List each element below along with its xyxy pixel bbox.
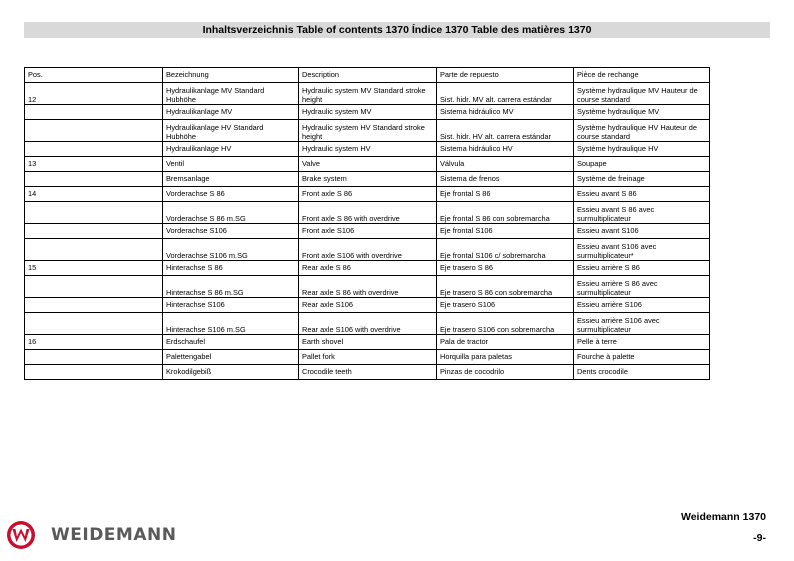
pos-cell (25, 313, 163, 335)
pos-cell (25, 224, 163, 239)
rechange-cell: Fourche à palette (574, 350, 710, 365)
table-row (25, 239, 710, 261)
bezeichnung-cell: Hydraulikanlage MV (163, 105, 299, 120)
rechange-cell: Système hydraulique HV (574, 142, 710, 157)
repuesto-cell: Pinzas de cocodrilo (437, 365, 574, 380)
bezeichnung-cell: Hydraulikanlage HV (163, 142, 299, 157)
table-row (25, 313, 710, 335)
header-piece-de-rechange: Pièce de rechange (574, 68, 710, 83)
weidemann-w-icon (6, 520, 36, 550)
pos-cell (25, 202, 163, 224)
pos-cell (25, 365, 163, 380)
rechange-cell: Système de freinage (574, 172, 710, 187)
brand-name: WEIDEMANN (51, 525, 177, 545)
bezeichnung-cell: Vorderachse S106 (163, 224, 299, 239)
repuesto-cell: Pala de tractor (437, 335, 574, 350)
description-cell: Front axle S 86 with overdrive (299, 202, 437, 224)
header-description: Description (299, 68, 437, 83)
bezeichnung-cell: Vorderachse S 86 (163, 187, 299, 202)
bezeichnung-cell: Hinterachse S 86 (163, 261, 299, 276)
description-cell: Hydraulic system MV (299, 105, 437, 120)
table-row (25, 261, 710, 276)
bezeichnung-cell: Hydraulikanlage MV Standard Hubhöhe (163, 83, 299, 105)
table-row (25, 142, 710, 157)
table-row (25, 120, 710, 142)
repuesto-cell: Eje frontal S106 (437, 224, 574, 239)
repuesto-cell: Eje frontal S 86 con sobremarcha (437, 202, 574, 224)
rechange-cell: Essieu arrière S 86 avec surmultiplicateur (574, 276, 710, 298)
repuesto-cell: Sistema hidráulico MV (437, 105, 574, 120)
table-row (25, 350, 710, 365)
pos-cell (25, 105, 163, 120)
repuesto-cell: Horquilla para paletas (437, 350, 574, 365)
repuesto-cell: Eje trasero S 86 (437, 261, 574, 276)
table-row (25, 157, 710, 172)
repuesto-cell: Sist. hidr. MV alt. carrera estándar (437, 83, 574, 105)
pos-cell: 14 (25, 187, 163, 202)
rechange-cell: Pelle à terre (574, 335, 710, 350)
pos-cell (25, 276, 163, 298)
description-cell: Front axle S106 (299, 224, 437, 239)
table-row (25, 298, 710, 313)
repuesto-cell: Eje trasero S106 (437, 298, 574, 313)
pos-cell (25, 172, 163, 187)
table-row (25, 365, 710, 380)
bezeichnung-cell: Hydraulikanlage HV Standard Hubhöhe (163, 120, 299, 142)
weidemann-logo (6, 519, 176, 551)
bezeichnung-cell: Palettengabel (163, 350, 299, 365)
description-cell: Hydraulic system HV Standard stroke height (299, 120, 437, 142)
table-row (25, 187, 710, 202)
repuesto-cell: Eje frontal S106 c/ sobremarcha (437, 239, 574, 261)
table-row (25, 172, 710, 187)
rechange-cell: Essieu avant S106 avec surmultiplicateur* (574, 239, 710, 261)
pos-cell: 13 (25, 157, 163, 172)
pos-cell: 12 (25, 83, 163, 105)
description-cell: Valve (299, 157, 437, 172)
description-cell: Hydraulic system MV Standard stroke height (299, 83, 437, 105)
page-title: Inhaltsverzeichnis Table of contents 1370 Índice 1370 Table des matières 1370 (24, 22, 770, 38)
description-cell: Hydraulic system HV (299, 142, 437, 157)
pos-cell (25, 120, 163, 142)
description-cell: Pallet fork (299, 350, 437, 365)
description-cell: Rear axle S 86 with overdrive (299, 276, 437, 298)
rechange-cell: Soupape (574, 157, 710, 172)
repuesto-cell: Válvula (437, 157, 574, 172)
description-cell: Earth shovel (299, 335, 437, 350)
rechange-cell: Essieu arrière S106 avec surmultiplicateur (574, 313, 710, 335)
bezeichnung-cell: Vorderachse S106 m.SG (163, 239, 299, 261)
rechange-cell: Système hydraulique HV Hauteur de course standard (574, 120, 710, 142)
description-cell: Front axle S 86 (299, 187, 437, 202)
description-cell: Rear axle S106 (299, 298, 437, 313)
bezeichnung-cell: Bremsanlage (163, 172, 299, 187)
pos-cell: 15 (25, 261, 163, 276)
description-cell: Brake system (299, 172, 437, 187)
table-row (25, 276, 710, 298)
pos-cell (25, 298, 163, 313)
repuesto-cell: Sist. hidr. HV alt. carrera estándar (437, 120, 574, 142)
page-number: -9- (753, 532, 766, 544)
rechange-cell: Essieu arrière S106 (574, 298, 710, 313)
footer-model: Weidemann 1370 (680, 511, 766, 523)
rechange-cell: Système hydraulique MV Hauteur de course standard (574, 83, 710, 105)
rechange-cell: Essieu arrière S 86 (574, 261, 710, 276)
description-cell: Crocodile teeth (299, 365, 437, 380)
repuesto-cell: Eje frontal S 86 (437, 187, 574, 202)
repuesto-cell: Sistema de frenos (437, 172, 574, 187)
rechange-cell: Essieu avant S 86 (574, 187, 710, 202)
description-cell: Rear axle S106 with overdrive (299, 313, 437, 335)
bezeichnung-cell: Erdschaufel (163, 335, 299, 350)
contents-table (24, 67, 710, 380)
bezeichnung-cell: Hinterachse S106 (163, 298, 299, 313)
repuesto-cell: Eje trasero S106 con sobremarcha (437, 313, 574, 335)
bezeichnung-cell: Ventil (163, 157, 299, 172)
table-row (25, 83, 710, 105)
table-row (25, 335, 710, 350)
pos-cell (25, 239, 163, 261)
bezeichnung-cell: Hinterachse S106 m.SG (163, 313, 299, 335)
pos-cell (25, 142, 163, 157)
header-bezeichnung: Bezeichnung (163, 68, 299, 83)
rechange-cell: Essieu avant S 86 avec surmultiplicateur (574, 202, 710, 224)
rechange-cell: Essieu avant S106 (574, 224, 710, 239)
table-row (25, 224, 710, 239)
rechange-cell: Dents crocodile (574, 365, 710, 380)
bezeichnung-cell: Krokodilgebiß (163, 365, 299, 380)
pos-cell (25, 350, 163, 365)
table-row (25, 202, 710, 224)
header-parte-de-repuesto: Parte de repuesto (437, 68, 574, 83)
rechange-cell: Système hydraulique MV (574, 105, 710, 120)
bezeichnung-cell: Vorderachse S 86 m.SG (163, 202, 299, 224)
pos-cell: 16 (25, 335, 163, 350)
repuesto-cell: Sistema hidráulico HV (437, 142, 574, 157)
description-cell: Front axle S106 with overdrive (299, 239, 437, 261)
table-header-row (25, 68, 710, 83)
description-cell: Rear axle S 86 (299, 261, 437, 276)
bezeichnung-cell: Hinterachse S 86 m.SG (163, 276, 299, 298)
table-row (25, 105, 710, 120)
header-pos: Pos. (25, 68, 163, 83)
repuesto-cell: Eje trasero S 86 con sobremarcha (437, 276, 574, 298)
